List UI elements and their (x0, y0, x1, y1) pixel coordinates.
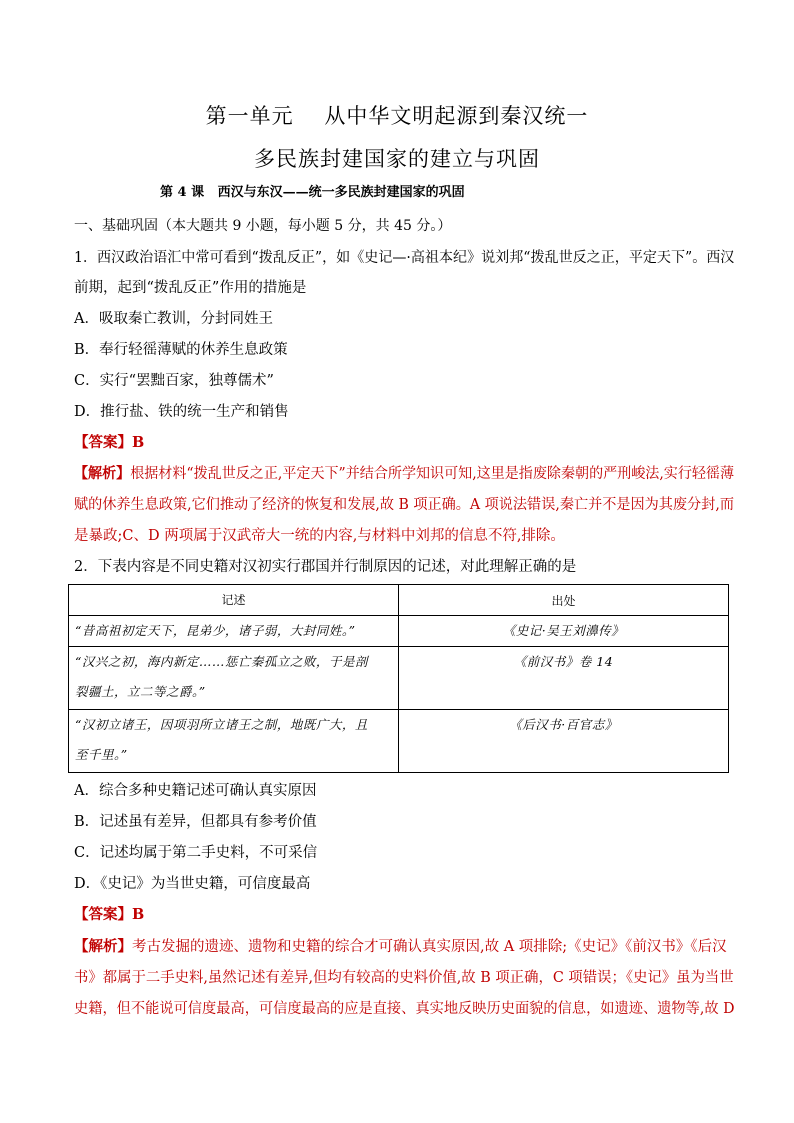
table-row (69, 710, 729, 773)
q1-option-a: A．吸取秦亡教训，分封同姓王 (74, 311, 273, 327)
record-line: “汉兴之初，海内新定……惩亡秦孤立之败，于是剖 (75, 654, 368, 669)
table-cell-source: 《后汉书·百官志》 (399, 710, 729, 773)
record-line: 裂疆土，立二等之爵。” (75, 684, 206, 699)
q1-stem-line1: 1．西汉政治语汇中常可看到“拨乱反正”，如《史记—·高祖本纪》说刘邦“拨乱世反之正，平定天下”。西汉 (74, 250, 735, 266)
q2-analysis-line3: 史籍，但不能说可信度最高，可信度最高的应是直接、真实地反映历史面貌的信息，如遗迹、遗物等,故 D (74, 1001, 735, 1017)
source-table (68, 584, 729, 773)
record-line: “汉初立诸王，因项羽所立诸王之制，地既广大，且 (75, 717, 368, 732)
analysis-text: 考古发掘的遗迹、遗物和史籍的综合才可确认真实原因,故 A 项排除;《史记》《前汉书》《后汉 (132, 939, 727, 955)
table-header-row (69, 585, 729, 616)
table-row (69, 647, 729, 710)
table-cell-record (69, 616, 399, 647)
analysis-tag: 【解析】 (74, 938, 132, 955)
q2-stem: 2．下表内容是不同史籍对汉初实行郡国并行制原因的记述，对此理解正确的是 (74, 559, 577, 575)
table-row (69, 616, 729, 647)
table-cell-record (69, 710, 399, 773)
table-cell-record (69, 647, 399, 710)
q2-analysis-line2: 书》都属于二手史料,虽然记述有差异,但均有较高的史料价值,故 B 项正确，C 项错误；《史记》虽为当世 (74, 970, 734, 986)
record-line: “昔高祖初定天下，昆弟少，诸子弱，大封同姓。” (75, 623, 356, 638)
q2-option-c: C．记述均属于第二手史料，不可采信 (74, 845, 318, 861)
section-heading: 一、基础巩固（本大题共 9 小题，每小题 5 分，共 45 分。） (74, 218, 452, 234)
q1-option-d: D．推行盐、铁的统一生产和销售 (74, 404, 289, 420)
q1-analysis-line1 (74, 464, 734, 484)
table-cell-source: 《史记·吴王刘濞传》 (399, 616, 729, 647)
q2-option-a: A．综合多种史籍记述可确认真实原因 (74, 783, 317, 799)
table-header-record: 记述 (69, 585, 399, 616)
answer-value: B (132, 434, 145, 451)
q2-option-d: D．《史记》为当世史籍，可信度最高 (74, 876, 311, 892)
q1-answer (74, 433, 144, 453)
record-line: 至千里。” (75, 747, 128, 762)
q1-analysis-line3: 是暴政;C、D 两项属于汉武帝大一统的内容,与材料中刘邦的信息不符,排除。 (74, 528, 565, 544)
table-header-source: 出处 (399, 585, 729, 616)
answer-tag: 【答案】 (74, 906, 132, 923)
lesson-title: 第 4 课 西汉与东汉——统一多民族封建国家的巩固 (160, 185, 465, 200)
answer-value: B (132, 906, 145, 923)
q1-option-c: C．实行“罢黜百家，独尊儒术” (74, 373, 274, 389)
q2-answer (74, 905, 144, 925)
unit-title: 第一单元 从中华文明起源到秦汉统一 (205, 104, 589, 128)
q1-stem-line2: 前期，起到“拨乱反正”作用的措施是 (74, 280, 307, 296)
q2-analysis-line1 (74, 937, 727, 957)
q2-option-b: B．记述虽有差异，但都具有参考价值 (74, 814, 317, 830)
table-cell-source: 《前汉书》卷 14 (399, 647, 729, 710)
analysis-tag: 【解析】 (74, 465, 131, 482)
answer-tag: 【答案】 (74, 434, 132, 451)
q1-option-b: B．奉行轻徭薄赋的休养生息政策 (74, 342, 288, 358)
unit-subtitle: 多民族封建国家的建立与巩固 (254, 147, 540, 171)
q1-analysis-line2: 赋的休养生息政策,它们推动了经济的恢复和发展,故 B 项正确。A 项说法错误,秦亡并不是因为其废分封,而 (74, 497, 734, 513)
analysis-text: 根据材料“拨乱世反之正,平定天下”并结合所学知识可知,这里是指废除秦朝的严刑峻法,实行轻徭薄 (130, 466, 735, 482)
